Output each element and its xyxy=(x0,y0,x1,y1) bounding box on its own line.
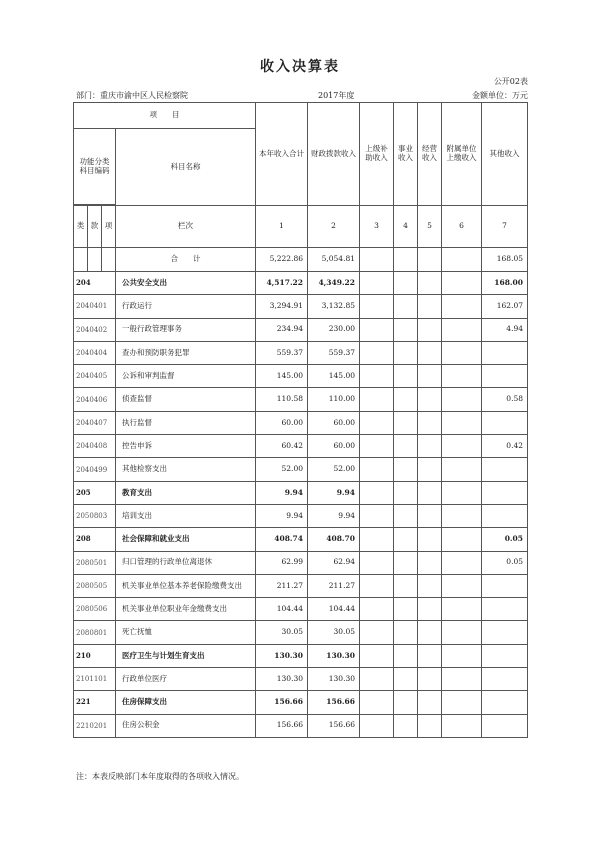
table-row xyxy=(74,691,528,714)
empty-cell xyxy=(418,504,442,527)
row-code: 2040405 xyxy=(74,365,116,388)
row-total-income: 62.99 xyxy=(256,551,308,574)
empty-cell xyxy=(360,691,394,714)
col-header-business: 事业收入 xyxy=(394,103,418,206)
row-code: 2210201 xyxy=(74,714,116,737)
row-other-income: 0.05 xyxy=(482,551,528,574)
empty-cell xyxy=(360,318,394,341)
col-number: 7 xyxy=(482,206,528,248)
row-fiscal-income: 30.05 xyxy=(308,621,360,644)
table-row xyxy=(74,365,528,388)
row-other-income: 0.42 xyxy=(482,435,528,458)
row-other-income: 4.94 xyxy=(482,318,528,341)
row-fiscal-income: 156.66 xyxy=(308,714,360,737)
row-total-income: 60.00 xyxy=(256,411,308,434)
empty-cell xyxy=(418,411,442,434)
row-subject-name: 死亡抚恤 xyxy=(116,621,256,644)
col-header-affiliated: 附属单位上缴收入 xyxy=(442,103,482,206)
row-other-income xyxy=(482,411,528,434)
row-subject-name: 公共安全支出 xyxy=(116,272,256,295)
row-total-income: 9.94 xyxy=(256,504,308,527)
empty-cell xyxy=(394,504,418,527)
row-fiscal-income: 9.94 xyxy=(308,481,360,504)
row-subject-name: 医疗卫生与计划生育支出 xyxy=(116,644,256,667)
row-fiscal-income: 156.66 xyxy=(308,691,360,714)
row-code: 2080505 xyxy=(74,574,116,597)
row-code: 2080506 xyxy=(74,598,116,621)
empty-cell xyxy=(394,714,418,737)
row-other-income xyxy=(482,574,528,597)
empty-cell xyxy=(394,341,418,364)
row-fiscal-income: 110.00 xyxy=(308,388,360,411)
row-other-income xyxy=(482,341,528,364)
row-fiscal-income: 130.30 xyxy=(308,668,360,691)
row-fiscal-income: 60.00 xyxy=(308,435,360,458)
row-fiscal-income: 62.94 xyxy=(308,551,360,574)
empty-cell xyxy=(442,365,482,388)
row-subject-name: 社会保障和就业支出 xyxy=(116,528,256,551)
row-total-income: 211.27 xyxy=(256,574,308,597)
row-subject-name: 机关事业单位基本养老保险缴费支出 xyxy=(116,574,256,597)
empty-cell xyxy=(394,411,418,434)
table-row xyxy=(74,668,528,691)
income-table xyxy=(73,102,528,738)
empty-cell xyxy=(442,691,482,714)
empty-cell xyxy=(442,574,482,597)
row-code: 2040402 xyxy=(74,318,116,341)
empty-cell xyxy=(418,528,442,551)
empty-cell xyxy=(442,598,482,621)
xiang-header: 项 xyxy=(102,206,116,248)
total-c7: 168.05 xyxy=(482,248,528,272)
empty-cell xyxy=(442,621,482,644)
empty-cell xyxy=(442,435,482,458)
empty-cell xyxy=(394,295,418,318)
row-subject-name: 侦查监督 xyxy=(116,388,256,411)
row-fiscal-income: 3,132.85 xyxy=(308,295,360,318)
empty-cell xyxy=(442,272,482,295)
row-other-income xyxy=(482,458,528,481)
empty-cell xyxy=(360,411,394,434)
total-c2: 5,054.81 xyxy=(308,248,360,272)
empty-cell xyxy=(418,458,442,481)
empty-cell xyxy=(418,714,442,737)
empty-cell xyxy=(418,551,442,574)
row-total-income: 559.37 xyxy=(256,341,308,364)
table-row xyxy=(74,318,528,341)
table-row xyxy=(74,644,528,667)
row-total-income: 234.94 xyxy=(256,318,308,341)
row-code: 2040401 xyxy=(74,295,116,318)
empty-cell xyxy=(442,411,482,434)
empty-cell xyxy=(360,272,394,295)
empty-cell xyxy=(418,481,442,504)
empty-cell xyxy=(442,341,482,364)
row-code: 210 xyxy=(74,644,116,667)
empty-cell xyxy=(360,528,394,551)
empty-cell xyxy=(418,388,442,411)
total-c1: 5,222.86 xyxy=(256,248,308,272)
row-fiscal-income: 230.00 xyxy=(308,318,360,341)
col-number: 4 xyxy=(394,206,418,248)
empty-cell xyxy=(394,272,418,295)
row-fiscal-income: 408.70 xyxy=(308,528,360,551)
empty-cell xyxy=(360,644,394,667)
empty-cell xyxy=(360,295,394,318)
empty-cell xyxy=(418,318,442,341)
lanci-header: 栏次 xyxy=(116,206,256,248)
empty-cell xyxy=(394,644,418,667)
row-total-income: 156.66 xyxy=(256,691,308,714)
row-code: 2050803 xyxy=(74,504,116,527)
row-subject-name: 归口管理的行政单位离退休 xyxy=(116,551,256,574)
empty-cell xyxy=(360,365,394,388)
empty-cell xyxy=(394,691,418,714)
table-row xyxy=(74,504,528,527)
project-header: 项 目 xyxy=(74,103,256,129)
row-other-income: 162.07 xyxy=(482,295,528,318)
row-other-income: 0.58 xyxy=(482,388,528,411)
empty-cell xyxy=(418,365,442,388)
form-number: 公开02表 xyxy=(493,77,528,86)
empty-cell xyxy=(394,481,418,504)
empty-cell xyxy=(360,504,394,527)
row-total-income: 145.00 xyxy=(256,365,308,388)
row-fiscal-income: 4,349.22 xyxy=(308,272,360,295)
col-header-other: 其他收入 xyxy=(482,103,528,206)
empty-cell xyxy=(418,644,442,667)
empty-cell xyxy=(394,458,418,481)
table-row xyxy=(74,411,528,434)
empty-cell xyxy=(394,435,418,458)
row-other-income xyxy=(482,365,528,388)
empty-cell xyxy=(442,644,482,667)
row-other-income xyxy=(482,644,528,667)
row-fiscal-income: 145.00 xyxy=(308,365,360,388)
empty-cell xyxy=(442,388,482,411)
row-other-income xyxy=(482,504,528,527)
row-subject-name: 行政单位医疗 xyxy=(116,668,256,691)
department-label: 部门：重庆市渝中区人民检察院 xyxy=(76,91,188,100)
empty-cell xyxy=(394,668,418,691)
page-title: 收入决算表 xyxy=(260,59,340,75)
table-row xyxy=(74,551,528,574)
row-subject-name: 机关事业单位职业年金缴费支出 xyxy=(116,598,256,621)
lei-header: 类 xyxy=(74,206,88,248)
col-number: 6 xyxy=(442,206,482,248)
empty-cell xyxy=(394,528,418,551)
row-subject-name: 查办和预防职务犯罪 xyxy=(116,341,256,364)
empty-cell xyxy=(394,365,418,388)
row-code: 204 xyxy=(74,272,116,295)
footnote: 注：本表反映部门本年度取得的各项收入情况。 xyxy=(76,772,244,781)
table-row xyxy=(74,621,528,644)
row-other-income xyxy=(482,481,528,504)
kuan-header: 款 xyxy=(88,206,102,248)
row-total-income: 30.05 xyxy=(256,621,308,644)
row-total-income: 4,517.22 xyxy=(256,272,308,295)
row-other-income xyxy=(482,714,528,737)
row-subject-name: 控告申诉 xyxy=(116,435,256,458)
row-fiscal-income: 9.94 xyxy=(308,504,360,527)
col-header-total: 本年收入合计 xyxy=(256,103,308,206)
col-number: 2 xyxy=(308,206,360,248)
row-total-income: 130.30 xyxy=(256,668,308,691)
table-row xyxy=(74,295,528,318)
table-row xyxy=(74,272,528,295)
empty-cell xyxy=(418,341,442,364)
empty-cell xyxy=(442,504,482,527)
row-subject-name: 住房公积金 xyxy=(116,714,256,737)
empty-cell xyxy=(418,295,442,318)
row-total-income: 156.66 xyxy=(256,714,308,737)
col-header-operating: 经营收入 xyxy=(418,103,442,206)
row-fiscal-income: 60.00 xyxy=(308,411,360,434)
table-row xyxy=(74,714,528,737)
col-number: 5 xyxy=(418,206,442,248)
row-total-income: 3,294.91 xyxy=(256,295,308,318)
row-code: 2040408 xyxy=(74,435,116,458)
table-row xyxy=(74,341,528,364)
empty-cell xyxy=(418,574,442,597)
table-row xyxy=(74,435,528,458)
empty-cell xyxy=(360,551,394,574)
empty-cell xyxy=(394,621,418,644)
row-total-income: 60.42 xyxy=(256,435,308,458)
row-code: 2040499 xyxy=(74,458,116,481)
empty-cell xyxy=(418,621,442,644)
row-code: 2040406 xyxy=(74,388,116,411)
empty-cell xyxy=(360,574,394,597)
table-row xyxy=(74,388,528,411)
empty-cell xyxy=(418,435,442,458)
row-code: 221 xyxy=(74,691,116,714)
row-total-income: 52.00 xyxy=(256,458,308,481)
empty-cell xyxy=(418,691,442,714)
table-row xyxy=(74,481,528,504)
row-subject-name: 执行监督 xyxy=(116,411,256,434)
row-total-income: 104.44 xyxy=(256,598,308,621)
row-code: 2040407 xyxy=(74,411,116,434)
row-total-income: 408.74 xyxy=(256,528,308,551)
empty-cell xyxy=(442,481,482,504)
empty-cell xyxy=(360,668,394,691)
empty-cell xyxy=(442,458,482,481)
func-code-header: 功能分类科目编码 xyxy=(74,129,116,205)
row-fiscal-income: 130.30 xyxy=(308,644,360,667)
empty-cell xyxy=(442,668,482,691)
table-row xyxy=(74,458,528,481)
empty-cell xyxy=(442,318,482,341)
year-label: 2017年度 xyxy=(318,91,355,100)
total-label: 合 计 xyxy=(116,248,256,272)
unit-label: 金额单位：万元 xyxy=(472,91,528,100)
row-code: 2101101 xyxy=(74,668,116,691)
empty-cell xyxy=(394,388,418,411)
empty-cell xyxy=(418,598,442,621)
col-header-upper: 上级补助收入 xyxy=(360,103,394,206)
table-row xyxy=(74,598,528,621)
table-row xyxy=(74,574,528,597)
row-fiscal-income: 211.27 xyxy=(308,574,360,597)
row-other-income: 168.00 xyxy=(482,272,528,295)
empty-cell xyxy=(360,621,394,644)
empty-cell xyxy=(418,272,442,295)
empty-cell xyxy=(360,714,394,737)
empty-cell xyxy=(394,598,418,621)
row-code: 208 xyxy=(74,528,116,551)
empty-cell xyxy=(442,714,482,737)
row-subject-name: 住房保障支出 xyxy=(116,691,256,714)
col-number: 3 xyxy=(360,206,394,248)
row-fiscal-income: 104.44 xyxy=(308,598,360,621)
row-subject-name: 公诉和审判监督 xyxy=(116,365,256,388)
empty-cell xyxy=(442,295,482,318)
row-other-income xyxy=(482,691,528,714)
subject-name-header: 科目名称 xyxy=(116,129,256,206)
row-subject-name: 行政运行 xyxy=(116,295,256,318)
empty-cell xyxy=(360,481,394,504)
empty-cell xyxy=(360,341,394,364)
row-other-income xyxy=(482,598,528,621)
empty-cell xyxy=(360,458,394,481)
col-header-fiscal: 财政拨款收入 xyxy=(308,103,360,206)
row-subject-name: 培训支出 xyxy=(116,504,256,527)
row-total-income: 130.30 xyxy=(256,644,308,667)
row-total-income: 110.58 xyxy=(256,388,308,411)
row-code: 2080801 xyxy=(74,621,116,644)
empty-cell xyxy=(394,551,418,574)
empty-cell xyxy=(442,528,482,551)
row-total-income: 9.94 xyxy=(256,481,308,504)
empty-cell xyxy=(394,574,418,597)
row-other-income xyxy=(482,621,528,644)
empty-cell xyxy=(394,318,418,341)
table-row xyxy=(74,528,528,551)
row-subject-name: 一般行政管理事务 xyxy=(116,318,256,341)
empty-cell xyxy=(360,388,394,411)
row-code: 2040404 xyxy=(74,341,116,364)
row-fiscal-income: 559.37 xyxy=(308,341,360,364)
row-code: 205 xyxy=(74,481,116,504)
row-fiscal-income: 52.00 xyxy=(308,458,360,481)
empty-cell xyxy=(360,435,394,458)
total-row xyxy=(74,248,528,272)
empty-cell xyxy=(360,598,394,621)
row-code: 2080501 xyxy=(74,551,116,574)
empty-cell xyxy=(442,551,482,574)
row-subject-name: 其他检察支出 xyxy=(116,458,256,481)
row-other-income xyxy=(482,668,528,691)
col-number: 1 xyxy=(256,206,308,248)
row-subject-name: 教育支出 xyxy=(116,481,256,504)
row-other-income: 0.05 xyxy=(482,528,528,551)
empty-cell xyxy=(418,668,442,691)
